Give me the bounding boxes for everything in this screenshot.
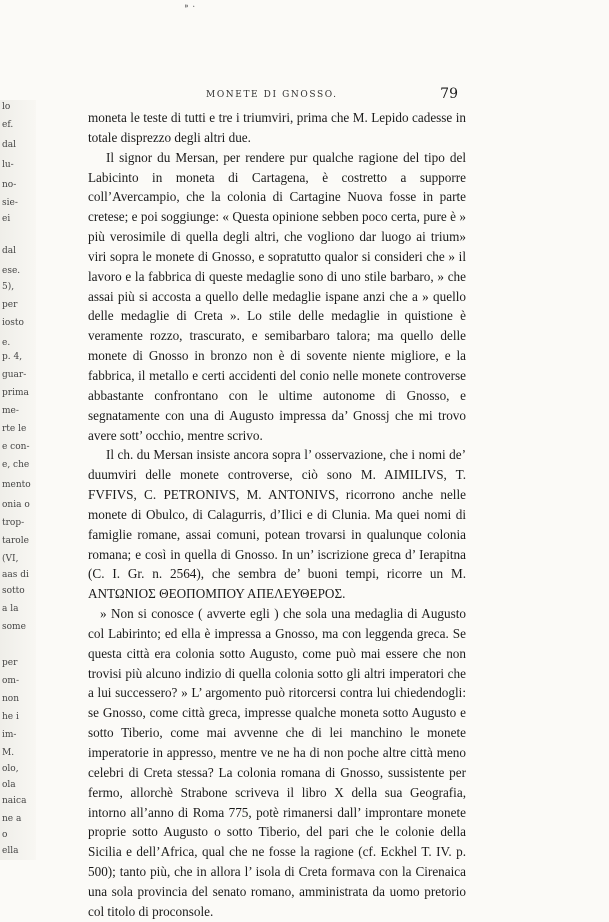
margin-note: onia o <box>2 500 30 510</box>
margin-note: ella <box>2 846 19 856</box>
margin-note: p. 4, <box>2 352 23 362</box>
margin-note: lo <box>2 102 11 112</box>
margin-note: aas di <box>2 570 29 580</box>
paragraph: Il signor du Mersan, per rendere pur qualche ragione del tipo del Labicinto in moneta di Cartagena, è costretto a supporre coll’Avercampio, che la colonia di Cartagine Nuova fosse in parte cretese; e poi soggiunge: « Questa opinione sebben poco certa, pure è » più verosimile di quella degli altri, che vogliono dar luogo ai trium» viri sopra le monete di Gnosso, e sopratutto qualor si consideri che » il lavoro e la fabbrica di queste medaglie sono di uno stile barbaro, » che assai più si accosta a quello delle medaglie ispane anzi che a » quello delle medaglie di Creta ». Lo stile delle medaglie in quistione è veramente rozzo, trascurato, e semibarbaro talora; ma quello delle monete di Gnosso in bronzo non è di sovente niente migliore, e la fabbrica, il metallo e certi accidenti del conio nelle monete controverse abbastante confrontano con le ultime autonome di Gnosso, e segnatamente con una di Augusto impressa da’ Gnossj che mi trovo avere sott’ occhio, mentre scrivo. <box>88 149 466 443</box>
margin-note: 5), <box>2 282 15 292</box>
margin-note: e. <box>2 338 11 348</box>
margin-note: mento <box>2 480 31 490</box>
margin-note: non <box>2 694 20 704</box>
margin-note: e, che <box>2 460 30 470</box>
margin-note: dal <box>2 140 17 150</box>
margin-note: iosto <box>2 318 24 328</box>
paragraph: Il ch. du Mersan insiste ancora sopra l’ osservazione, che i nomi de’ duumviri delle monete controverse, ciò sono M. AIMILIVS, T. FVFIVS, C. PETRONIVS, M. ANTONIVS, ricorrono anche nelle monete di Obulco, di Calagurris, d’Ilici e di Clunia. Ma quei nomi di famiglie romane, assai comuni, potean trovarsi in qualunque colonia romana; e così in quella di Gnosso. In un’ iscrizione greca d’ Ierapitna (C. I. Gr. n. 2564), che sembra de’ buoni tempi, ricorre un M. ΑΝΤΩΝΙΟΣ ΘΕΟΠΟΜΠΟΥ ΑΠΕΛΕΥΘΕΡΟΣ. <box>88 447 466 602</box>
margin-note: a la <box>2 604 19 614</box>
paragraph: » Non si conosce ( avverte egli ) che sola una medaglia di Augusto col Labirinto; ed ella è impressa a Gnosso, ma con leggenda greca. Se questa città era colonia sotto Augusto, come può mai essere che non trovisi più alcuno indizio di quella colonia sotto gli altri imperatori che a lui successero? » L’ argomento può ritorcersi contra lui chiedendogli: se Gnosso, come città greca, impresse qualche moneta sotto Augusto e sotto Tiberio, come mai avvenne che di lei manchino le monete imperatorie in appresso, mentre ve ne ha di non poche altre città meno celebri di Creta stessa? La colonia romana di Gnosso, sussistente per fermo, allorchè Strabone scriveva il libro X della sua Geografia, intorno all’anno di Roma 775, potè rimanersi dall’ improntare monete proprie sotto Augusto o sotto Tiberio, del pari che le colonie della Sicilia e dell’Africa, qual che ne fosse la ragione (cf. Eckhel T. IV. p. 500); tanto più, che in allora l’ isola di Creta formava con la Cirenaica una sola provincia del senato romano, amministrata da uomo pretorio col titolo di proconsole. <box>88 606 466 919</box>
page-header <box>88 86 464 106</box>
margin-note: per <box>2 658 18 668</box>
running-title: MONETE DI GNOSSO. <box>206 90 338 100</box>
body-text <box>88 108 466 922</box>
margin-note: rte le <box>2 424 27 434</box>
margin-note: e con- <box>2 442 30 452</box>
margin-note: dal <box>2 246 17 256</box>
margin-note: olo, <box>2 764 19 774</box>
margin-note: om- <box>2 676 19 686</box>
margin-note: ne a <box>2 814 22 824</box>
left-margin-gutter <box>0 100 36 860</box>
margin-note: ei <box>2 214 11 224</box>
margin-note: ese. <box>2 266 21 276</box>
page-number: 79 <box>440 86 458 102</box>
margin-note: o <box>2 830 8 840</box>
margin-note: ef. <box>2 120 14 130</box>
margin-note: per <box>2 300 18 310</box>
scan-mark: ⁍ · <box>184 2 196 13</box>
margin-note: sotto <box>2 586 25 596</box>
margin-note: he i <box>2 712 19 722</box>
margin-note: trop- <box>2 518 25 528</box>
margin-note: (VI, <box>2 554 19 564</box>
margin-note: some <box>2 622 26 632</box>
margin-note: sie- <box>2 198 18 208</box>
paragraph: moneta le teste di tutti e tre i triumviri, prima che M. Lepido cadesse in totale disprezzo degli altri due. <box>88 110 466 145</box>
margin-note: guar- <box>2 370 27 380</box>
margin-note: prima <box>2 388 29 398</box>
margin-note: lu- <box>2 160 14 170</box>
margin-note: no- <box>2 180 17 190</box>
margin-note: im- <box>2 730 17 740</box>
margin-note: M. <box>2 748 15 758</box>
margin-note: tarole <box>2 536 29 546</box>
margin-note: me- <box>2 406 19 416</box>
margin-note: naica <box>2 796 27 806</box>
margin-note: ola <box>2 780 16 790</box>
